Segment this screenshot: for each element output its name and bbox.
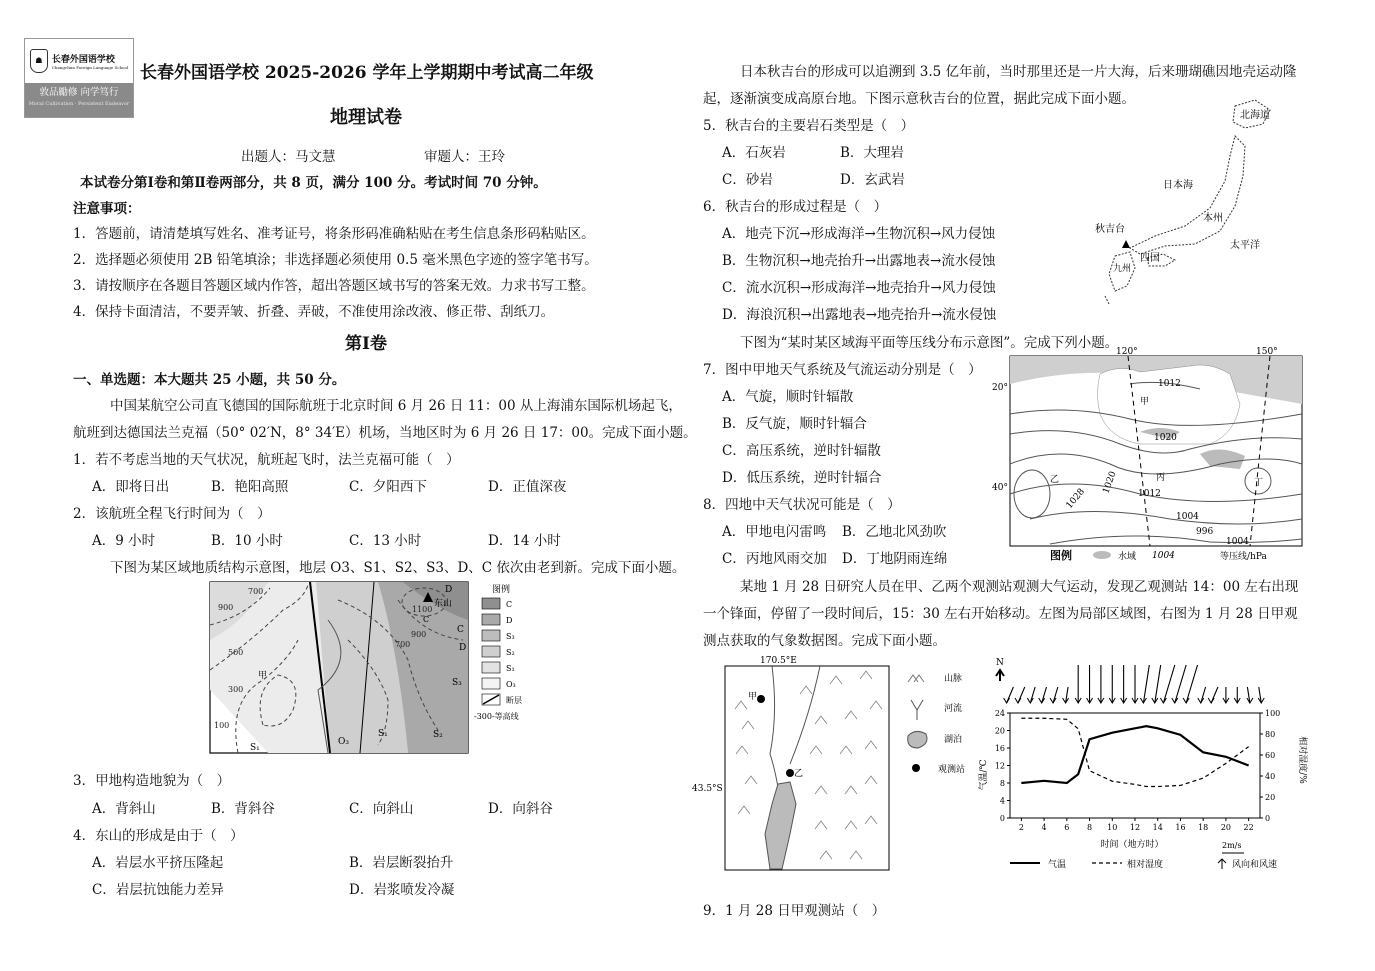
stratum-label: S₃ bbox=[452, 678, 462, 688]
station-jia-marker bbox=[757, 695, 765, 703]
notes-heading: 注意事项： bbox=[73, 201, 141, 217]
logo-school-subname: Changchun Foreign Language School bbox=[51, 65, 129, 70]
q4-stem: 4．东山的形成是由于（ ） bbox=[73, 828, 244, 844]
stratum-label: O₃ bbox=[338, 737, 349, 747]
svg-text:C: C bbox=[506, 600, 513, 609]
note-item: 3．请按顺序在各题目答题区域内作答，超出答题区域书写的答案无效。力求书写工整。 bbox=[73, 278, 595, 294]
wind-arrow bbox=[1042, 687, 1047, 703]
logo-motto: 敦品勵修 向学笃行 bbox=[39, 87, 119, 98]
q7-option-b[interactable]: B．反气旋，顺时针辐合 bbox=[722, 416, 867, 432]
contour-label: 300 bbox=[228, 685, 244, 694]
q8-option-a[interactable]: A．甲地电闪雷鸣 bbox=[722, 524, 827, 540]
x-tick-label: 10 bbox=[1107, 823, 1118, 832]
wind-arrow-head bbox=[1183, 698, 1189, 703]
x-tick-label: 20 bbox=[1220, 823, 1232, 832]
island-chain bbox=[1105, 296, 1109, 304]
y-right-tick-label: 40 bbox=[1265, 772, 1276, 781]
y-left-tick-label: 20 bbox=[994, 726, 1005, 736]
map-label: 太平洋 bbox=[1230, 240, 1260, 251]
region-legend-label: 河流 bbox=[944, 704, 963, 714]
q3-option-c[interactable]: C．向斜山 bbox=[349, 801, 414, 817]
y-left-tick-label: 16 bbox=[994, 744, 1005, 753]
q3-option-d[interactable]: D．向斜谷 bbox=[488, 801, 553, 817]
x-tick-label: 18 bbox=[1198, 823, 1209, 832]
station-yi-marker bbox=[786, 769, 794, 777]
place-label: 甲 bbox=[258, 671, 268, 681]
q4-option-b[interactable]: B．岩层断裂抬升 bbox=[349, 855, 454, 871]
wind-arrow bbox=[1163, 665, 1174, 703]
q6-option-b[interactable]: B．生物沉积→地壳抬升→出露地表→流水侵蚀 bbox=[722, 253, 996, 269]
contour-label: 700 bbox=[395, 640, 411, 649]
x-tick-label: 4 bbox=[1041, 823, 1047, 832]
q2-option-c[interactable]: C．13 小时 bbox=[349, 533, 422, 549]
q2-option-b[interactable]: B．10 小时 bbox=[211, 533, 283, 549]
map-label: 秋吉台 bbox=[1095, 224, 1125, 235]
svg-text:S₂: S₂ bbox=[506, 648, 515, 657]
q5-option-a[interactable]: A．石灰岩 bbox=[722, 145, 786, 161]
wind-scale-label: 2m/s bbox=[1222, 841, 1242, 850]
exam-intro: 本试卷分第Ⅰ卷和第Ⅱ卷两部分，共 8 页，满分 100 分。考试时间 70 分钟。 bbox=[80, 175, 547, 191]
contour-label: 100 bbox=[214, 721, 230, 730]
japan-map bbox=[1085, 96, 1315, 311]
river-icon bbox=[911, 700, 923, 720]
q8-stem: 8．四地中天气状况可能是（ ） bbox=[703, 497, 901, 513]
map-label: 九州 bbox=[1113, 264, 1132, 274]
wind-arrow bbox=[1201, 687, 1206, 703]
note-item: 1．答题前，请清楚填写姓名、准考证号，将条形码准确粘贴在考生信息条形码粘贴区。 bbox=[73, 226, 595, 242]
y-right-tick-label: 20 bbox=[1265, 793, 1276, 802]
legend-item bbox=[482, 630, 515, 641]
point-label: 甲 bbox=[1140, 397, 1150, 407]
stratum-label: D bbox=[459, 643, 467, 653]
q5-option-c[interactable]: C．砂岩 bbox=[722, 172, 773, 188]
wind-arrow bbox=[1053, 687, 1058, 703]
q4-option-a[interactable]: A．岩层水平挤压隆起 bbox=[92, 855, 224, 871]
wind-arrow-head bbox=[1004, 698, 1010, 703]
stem-1-line-1: 中国某航空公司直飞德国的国际航班于北京时间 6 月 26 日 11：00 从上海浦东国际机场起飞， bbox=[110, 398, 682, 414]
latitude-label: 40° bbox=[992, 483, 1008, 493]
wind-arrow-head bbox=[1039, 698, 1045, 703]
x-tick-label: 14 bbox=[1152, 823, 1163, 832]
wind-legend-arrow-icon bbox=[1218, 859, 1226, 869]
wind-arrow-head bbox=[1198, 698, 1204, 703]
x-tick-label: 6 bbox=[1064, 823, 1070, 832]
x-tick-label: 22 bbox=[1243, 823, 1254, 832]
q3-stem: 3．甲地构造地貌为（ ） bbox=[73, 773, 231, 789]
y-left-label: 气温/℃ bbox=[979, 759, 989, 791]
wind-arrow-head bbox=[1208, 698, 1214, 703]
legend-title: 图例 bbox=[492, 585, 511, 595]
y-left-tick-label: 12 bbox=[994, 761, 1005, 771]
isobar-value: 1012 bbox=[1158, 379, 1181, 389]
stem-5-line-1: 某地 1 月 28 日研究人员在甲、乙两个观测站观测大气运动，发现乙观测站 14：00 左右出现 bbox=[740, 579, 1299, 595]
contour-label: 1100 bbox=[412, 605, 433, 614]
school-crest-icon: ☗ bbox=[30, 49, 48, 73]
exam-title: 长春外国语学校 2025-2026 学年上学期期中考试高二年级 bbox=[140, 63, 594, 83]
wind-arrow-head bbox=[1160, 698, 1166, 703]
x-tick-label: 8 bbox=[1086, 823, 1093, 832]
q6-option-a[interactable]: A．地壳下沉→形成海洋→生物沉积→风力侵蚀 bbox=[722, 226, 996, 242]
q2-option-a[interactable]: A．9 小时 bbox=[92, 533, 156, 549]
latitude-label: 20° bbox=[992, 383, 1008, 393]
q3-option-a[interactable]: A．背斜山 bbox=[92, 801, 156, 817]
mountain-icon bbox=[908, 675, 924, 682]
temperature-line bbox=[1021, 726, 1248, 783]
wind-arrow-head bbox=[1015, 698, 1021, 703]
isobar-value: 1020 bbox=[1101, 470, 1119, 496]
region-legend-label: 湖泊 bbox=[944, 735, 963, 745]
q2-option-d[interactable]: D．14 小时 bbox=[488, 533, 561, 549]
svg-text:S₁: S₁ bbox=[506, 664, 515, 673]
isobar-value: 1012 bbox=[1138, 489, 1161, 499]
x-tick-label: 2 bbox=[1018, 823, 1024, 832]
svg-text:S₃: S₃ bbox=[506, 632, 515, 641]
q8-option-b[interactable]: B．乙地北风劲吹 bbox=[842, 524, 947, 540]
legend-item bbox=[482, 662, 515, 673]
point-label: 丁 bbox=[1254, 478, 1264, 488]
x-tick-label: 16 bbox=[1175, 823, 1186, 832]
q1-option-a[interactable]: A．即将日出 bbox=[92, 479, 170, 495]
y-right-tick-label: 100 bbox=[1265, 709, 1281, 718]
contour-label: 900 bbox=[411, 630, 427, 639]
q5-option-d[interactable]: D．玄武岩 bbox=[840, 172, 905, 188]
y-right-tick-label: 0 bbox=[1265, 814, 1271, 823]
chart-series bbox=[1021, 718, 1248, 786]
isobar-legend-isobar-text: 等压线/hPa bbox=[1220, 552, 1267, 562]
wind-arrow bbox=[1175, 665, 1186, 703]
legend-item: -300-等高线 bbox=[474, 712, 519, 721]
y-left-tick-label: 0 bbox=[999, 814, 1005, 823]
map-label: 本州 bbox=[1203, 213, 1223, 224]
stratum-label: S₂ bbox=[433, 730, 443, 740]
q7-stem: 7．图中甲地天气系统及气流运动分别是（ ） bbox=[703, 362, 982, 378]
stratum-label: S₁ bbox=[378, 729, 388, 739]
q4-option-d[interactable]: D．岩浆喷发冷凝 bbox=[349, 882, 455, 898]
region-legend-label: 山脉 bbox=[944, 674, 963, 684]
isobar-value: 1028 bbox=[1064, 486, 1088, 511]
wind-arrow-head bbox=[1172, 698, 1178, 703]
x-tick-label: 12 bbox=[1129, 823, 1141, 832]
region-legend-label: 观测站 bbox=[938, 765, 966, 775]
school-logo bbox=[24, 38, 134, 118]
legend-item bbox=[482, 598, 512, 609]
y-left-tick-label: 24 bbox=[994, 709, 1005, 718]
station-icon bbox=[912, 764, 920, 772]
point-label: 乙 bbox=[1050, 475, 1060, 485]
q1-option-c[interactable]: C．夕阳西下 bbox=[349, 479, 427, 495]
stratum-label: S₁ bbox=[250, 743, 260, 753]
q8-option-d[interactable]: D．丁地阴雨连绵 bbox=[842, 551, 948, 567]
q8-option-c[interactable]: C．丙地风雨交加 bbox=[722, 551, 827, 567]
legend-item bbox=[482, 614, 512, 625]
isobar-value: 996 bbox=[1196, 527, 1214, 537]
stratum-label: C bbox=[423, 615, 430, 624]
y-right-label: 相对湿度/% bbox=[1297, 736, 1307, 784]
part1-title: 第Ⅰ卷 bbox=[345, 334, 387, 354]
q3-option-b[interactable]: B．背斜谷 bbox=[211, 801, 275, 817]
wind-arrow bbox=[1143, 665, 1149, 703]
chart-legend-label: 相对湿度 bbox=[1127, 860, 1164, 870]
y-left-tick-label: 8 bbox=[999, 779, 1005, 788]
note-item: 4．保持卡面清洁，不要弄皱、折叠、弄破，不准使用涂改液、修正带、刮纸刀。 bbox=[73, 304, 555, 320]
y-left-tick-label: 4 bbox=[999, 796, 1005, 806]
note-item: 2．选择题必须使用 2B 铅笔填涂；非选择题必须使用 0.5 毫米黑色字迹的签字笔书写。 bbox=[73, 252, 598, 268]
wind-arrows bbox=[1004, 665, 1265, 703]
stem-3-line-2: 起，逐渐演变成高原台地。下图示意秋吉台的位置，据此完成下面小题。 bbox=[703, 91, 1135, 107]
region-map bbox=[690, 654, 990, 874]
stem-5-line-2: 一个锋面，停留了一段时间后，15：30 左右开始移动。左图为局部区域图，右图为 1 月 28 日甲观 bbox=[703, 606, 1298, 622]
q1-option-d[interactable]: D．正值深夜 bbox=[488, 479, 567, 495]
wind-arrow-head bbox=[1027, 698, 1033, 703]
x-axis-label: 时间（地方时） bbox=[1100, 840, 1164, 850]
wind-arrow-head bbox=[1050, 698, 1056, 703]
svg-text:O₃: O₃ bbox=[506, 680, 516, 689]
lat-label: 43.5°S bbox=[692, 784, 723, 794]
author-line: 出题人：马文慧 bbox=[241, 149, 336, 165]
stem-2: 下图为某区域地质结构示意图，地层 O3、S1、S2、S3、D、C 依次由老到新。完成下面小题。 bbox=[110, 560, 686, 576]
q5-stem: 5．秋吉台的主要岩石类型是（ ） bbox=[703, 118, 915, 134]
isobar-value: 1020 bbox=[1154, 433, 1177, 443]
isobar-legend-isobar: 1004 bbox=[1152, 551, 1175, 561]
isobar-legend-water: 水域 bbox=[1118, 552, 1137, 562]
q7-option-c[interactable]: C．高压系统，逆时针辐散 bbox=[722, 443, 881, 459]
station-label: 乙 bbox=[794, 769, 804, 779]
q9-stem: 9．1 月 28 日甲观测站（ ） bbox=[703, 903, 886, 919]
q6-option-d[interactable]: D．海浪沉积→出露地表→地壳抬升→流水侵蚀 bbox=[722, 307, 997, 323]
q5-option-b[interactable]: B．大理岩 bbox=[840, 145, 904, 161]
y-right-tick-label: 60 bbox=[1265, 751, 1276, 760]
north-arrow-icon bbox=[996, 670, 1004, 681]
q6-option-c[interactable]: C．流水沉积→形成海洋→地壳抬升→风力侵蚀 bbox=[722, 280, 996, 296]
stem-1-line-2: 航班到达德国法兰克福（50° 02′N，8° 34′E）机场，当地区时为 6 月 26 日 17：00。完成下面小题。 bbox=[73, 425, 697, 441]
chart-legend-label: 风向和风速 bbox=[1232, 860, 1278, 870]
geology-map bbox=[208, 580, 548, 756]
chart-legend-label: 气温 bbox=[1048, 860, 1067, 870]
water-legend-swatch bbox=[1093, 551, 1111, 559]
legend-item bbox=[482, 694, 522, 705]
map-label: 北海道 bbox=[1240, 110, 1270, 121]
akiyoshidai-marker-icon bbox=[1122, 240, 1130, 248]
y-right-tick-label: 80 bbox=[1265, 730, 1276, 739]
point-label: 丙 bbox=[1156, 473, 1166, 483]
wind-arrow bbox=[1030, 687, 1035, 703]
svg-text:断层: 断层 bbox=[506, 696, 522, 705]
wind-arrow bbox=[1186, 665, 1197, 703]
station-label: 甲 bbox=[748, 692, 758, 702]
longitude-label: 150° bbox=[1256, 347, 1278, 357]
q6-stem: 6．秋吉台的形成过程是（ ） bbox=[703, 199, 888, 215]
region-legend bbox=[908, 672, 965, 775]
isobar-map bbox=[990, 344, 1305, 566]
q7-option-d[interactable]: D．低压系统，逆时针辐合 bbox=[722, 470, 882, 486]
q1-option-b[interactable]: B．艳阳高照 bbox=[211, 479, 289, 495]
q2-stem: 2．该航班全程飞行时间为（ ） bbox=[73, 506, 271, 522]
section-heading: 一、单选题：本大题共 25 小题，共 50 分。 bbox=[73, 372, 346, 388]
isobar-legend-title: 图例 bbox=[1050, 549, 1072, 562]
q4-option-c[interactable]: C．岩层抗蚀能力差异 bbox=[92, 882, 224, 898]
stem-3-line-1: 日本秋吉台的形成可以追溯到 3.5 亿年前，当时那里还是一片大海，后来珊瑚礁因地壳运动隆 bbox=[740, 64, 1297, 80]
isobar-value: 1004 bbox=[1176, 512, 1199, 522]
map-label: 日本海 bbox=[1163, 180, 1193, 191]
longitude-label: 120° bbox=[1116, 347, 1138, 357]
place-label: 东山 bbox=[434, 599, 453, 609]
stratum-label: C bbox=[457, 625, 464, 635]
stratum-label: D bbox=[445, 585, 453, 595]
q7-option-a[interactable]: A．气旋，顺时针辐散 bbox=[722, 389, 854, 405]
north-label: N bbox=[996, 658, 1004, 668]
map-label: 四国 bbox=[1140, 253, 1160, 264]
honshu-island bbox=[1130, 136, 1245, 254]
weather-chart bbox=[979, 655, 1312, 877]
logo-school-name: 长春外国语学校 bbox=[51, 55, 115, 65]
legend-item bbox=[482, 678, 516, 689]
legend-item bbox=[482, 646, 515, 657]
logo-motto-en: Moral Cultivation · Persistent Endeavor bbox=[28, 101, 130, 107]
subject-title: 地理试卷 bbox=[330, 107, 402, 128]
contour-label: 900 bbox=[218, 603, 234, 612]
contour-label: 500 bbox=[228, 648, 244, 657]
stem-4: 下图为“某时某区域海平面等压线分布示意图”。完成下列小题。 bbox=[740, 335, 1119, 351]
svg-text:D: D bbox=[506, 616, 513, 625]
isobar-value: 1004 bbox=[1226, 537, 1249, 547]
stem-5-line-3: 测点获取的气象数据图。完成下面小题。 bbox=[703, 633, 946, 649]
contour-label: 700 bbox=[248, 587, 264, 596]
wind-arrow bbox=[1155, 665, 1161, 703]
reviewer-line: 审题人：王玲 bbox=[424, 149, 505, 165]
q1-stem: 1．若不考虑当地的天气状况，航班起飞时，法兰克福可能（ ） bbox=[73, 452, 460, 468]
lon-label: 170.5°E bbox=[760, 656, 797, 666]
lake-icon bbox=[908, 731, 927, 748]
